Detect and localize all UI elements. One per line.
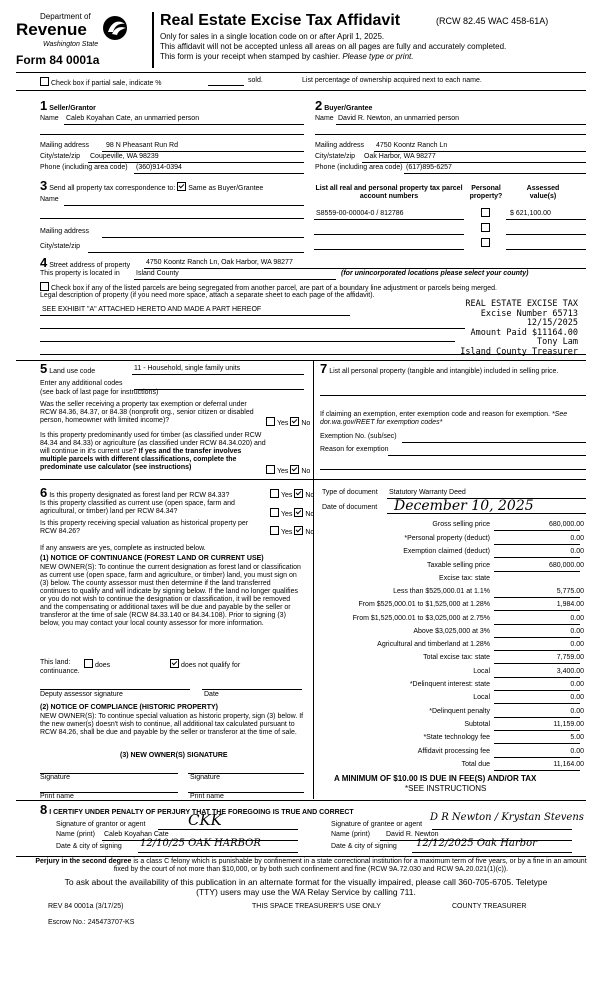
segregated-checkbox[interactable]: [40, 282, 49, 291]
unincorporated-note: (for unincorporated locations please select your county): [341, 270, 529, 277]
dept-line3: Washington State: [43, 41, 99, 48]
does-qualify-checkbox[interactable]: [84, 659, 93, 668]
buyer-mailing[interactable]: 4750 Koontz Ranch Ln: [376, 142, 448, 149]
personal-checkbox-1[interactable]: [481, 208, 490, 217]
tax-label-8: Above $3,025,000 at 3%: [413, 628, 490, 635]
timber-question: Is this property predominantly used for timber (as classified under RCW 84.34 and 84.33) or agriculture (as classified under RCW 84.34.020) and will continue in it's current use? If yes and the transfer involves multiple parcels with different classifications, complete the predominate use calculator (see instructions): [40, 432, 266, 472]
tax-label-1: *Personal property (deduct): [404, 535, 490, 542]
q6a-yes-checkbox[interactable]: [270, 489, 279, 498]
q6a-yes-no: Yes No: [270, 489, 314, 500]
q6c-yes-checkbox[interactable]: [270, 526, 279, 535]
wa-logo-icon: [100, 14, 132, 42]
tax-value-6[interactable]: 1,984.00: [556, 601, 584, 608]
tax-label-13: Local: [473, 694, 490, 701]
tax-label-16: *State technology fee: [423, 734, 490, 741]
header-line3: This form is your receipt when stamped by cashier. Please type or print.: [160, 52, 414, 61]
statute: (RCW 82.45 WAC 458-61A): [436, 16, 549, 26]
tax-label-7: From $1,525,000.01 to $3,025,000 at 2.75%: [352, 615, 490, 622]
grantor-signature[interactable]: CKK: [188, 811, 222, 829]
seller-city[interactable]: Coupeville, WA 98239: [90, 153, 159, 160]
tax-value-14[interactable]: 0.00: [570, 708, 584, 715]
grantee-signature[interactable]: D R Newton / Krystan Stevens: [430, 812, 584, 823]
deputy-signature: Deputy assessor signature: [40, 691, 123, 698]
seller-name[interactable]: Caleb Koyahan Cate, an unmarried person: [66, 115, 200, 122]
tax-value-18[interactable]: 11,164.00: [553, 761, 584, 768]
property-address[interactable]: 4750 Koontz Ranch Ln, Oak Harbor, WA 98277: [146, 259, 293, 266]
q6a-no-checkbox[interactable]: [294, 489, 303, 498]
q1-yes-no: Yes No: [266, 417, 310, 428]
tax-label-11: Local: [473, 668, 490, 675]
form-number: Form 84 0001a: [16, 53, 100, 67]
treasurer-stamp: REAL ESTATE EXCISE TAX Excise Number 65713 12/15/2025 Amount Paid $11164.00 Tony Lam Island County Treasurer: [460, 299, 578, 357]
personal-checkbox-2[interactable]: [481, 223, 490, 232]
tax-value-1[interactable]: 0.00: [570, 535, 584, 542]
notice-compliance-title: (2) NOTICE OF COMPLIANCE (HISTORIC PROPERTY): [40, 704, 218, 711]
tax-value-9[interactable]: 0.00: [570, 641, 584, 648]
tax-value-8[interactable]: 0.00: [570, 628, 584, 635]
minimum-fee-note: A MINIMUM OF $10.00 IS DUE IN FEE(S) AND/OR TAX: [334, 774, 537, 783]
tax-label-2: Exemption claimed (deduct): [403, 548, 490, 555]
tax-label-6: From $525,000.01 to $1,525,000 at 1.28%: [358, 601, 490, 608]
exemption-question: Was the seller receiving a property tax exemption or deferral under RCW 84.36, 84.37, or 84.38 (nonprofit org., senior citizen or disabled person, homeowner with limited income)?: [40, 401, 254, 425]
personal-col-header: Personal property?: [469, 185, 503, 201]
parcel-number[interactable]: S8559-00-00004-0 / 812786: [316, 210, 404, 217]
tax-value-10[interactable]: 7,759.00: [556, 654, 584, 661]
notice-continuance-text: NEW OWNER(S): To continue the current designation as forest land or classification as current use (open space, farm and agriculture, or timber) land, you must sign on (3) below. The county assessor must then determine if the land transferred continues to qualify and will indicate by signing below. If the land no longer qualifies or you do not wish to continue the designation or classification, it will be removed and the compensating or additional taxes will be due and payable by the seller or transferor at the time of sale (RCW 84.33.140 or 84.34.108). Prior to signing (3) below, you may contact your local county assessor for more information.: [40, 564, 301, 628]
header-line2: This affidavit will not be accepted unless all areas on all pages are fully and accurately completed.: [160, 42, 507, 51]
tax-value-2[interactable]: 0.00: [570, 548, 584, 555]
treasurer-use: THIS SPACE TREASURER'S USE ONLY: [252, 903, 381, 910]
correspondence: 3 Send all property tax correspondence to: Same as Buyer/Grantee: [40, 178, 264, 193]
tax-label-10: Total excise tax: state: [423, 654, 490, 661]
tax-label-4: Excise tax: state: [439, 575, 490, 582]
assessed-value[interactable]: $ 621,100.00: [510, 210, 551, 217]
header-line1: Only for sales in a single location code on or after April 1, 2025.: [160, 32, 385, 41]
header-rule: [16, 72, 586, 73]
tax-label-15: Subtotal: [464, 721, 490, 728]
grantee-date-city[interactable]: 12/12/2025 Oak Harbor: [416, 838, 537, 849]
perjury-notice: Perjury in the second degree is a class C felony which is punishable by confinement in a state correctional institution for a maximum term of five years, or by a fine in an amount fixed by the court of not more than $10,000, or by both such confinement and fine (RCW 9A.72.030 and RCW 9A.20.021(1)(c)).: [35, 858, 587, 874]
current-use-question: Is this property classified as current use (open space, farm and agricultural, or timber) land per RCW 84.34?: [40, 500, 235, 516]
form-title: Real Estate Excise Tax Affidavit: [160, 12, 401, 29]
tax-label-12: *Delinquent interest: state: [409, 681, 490, 688]
rev-number: REV 84 0001a (3/17/25): [48, 903, 124, 910]
q6c-yes-no: Yes No: [270, 526, 314, 537]
tax-value-13[interactable]: 0.00: [570, 694, 584, 701]
property-address-row: 4 Street address of property: [40, 255, 131, 270]
certify-row: 8 I CERTIFY UNDER PENALTY OF PERJURY THAT THE FOREGOING IS TRUE AND CORRECT: [40, 802, 354, 817]
legal-description[interactable]: SEE EXHIBIT "A" ATTACHED HERETO AND MADE A PART HEREOF: [42, 306, 262, 313]
historic-question: Is this property receiving special valuation as historical property per RCW 84.26?: [40, 520, 249, 536]
tax-label-3: Taxable selling price: [426, 562, 490, 569]
tax-label-0: Gross selling price: [432, 521, 490, 528]
assessed-col-header: Assessed value(s): [526, 185, 560, 201]
does-not-qualify-checkbox[interactable]: [170, 659, 179, 668]
header-divider: [152, 12, 154, 68]
partial-sale-checkbox[interactable]: [40, 77, 49, 86]
dor-logo: [16, 12, 136, 52]
grantor-date-city[interactable]: 12/10/25 OAK HARBOR: [140, 838, 261, 849]
q2-yes-checkbox[interactable]: [266, 465, 275, 474]
seller-name-label: Name: [40, 115, 59, 122]
q1-yes-checkbox[interactable]: [266, 417, 275, 426]
legal-desc-label: Legal description of property (if you need more space, attach a separate sheet to each page of the affidavit).: [40, 292, 375, 299]
tax-value-12[interactable]: 0.00: [570, 681, 584, 688]
personal-checkbox-3[interactable]: [481, 238, 490, 247]
seller-mailing[interactable]: 98 N Pheasant Run Rd: [106, 142, 178, 149]
land-use-row: 5 Land use code: [40, 361, 96, 376]
county-treasurer: COUNTY TREASURER: [452, 903, 527, 910]
q2-yes-no: Yes No: [266, 465, 310, 476]
seller-heading: 1 Seller/Grantor: [40, 98, 96, 113]
buyer-city[interactable]: Oak Harbor, WA 98277: [364, 153, 436, 160]
tax-value-3[interactable]: 680,000.00: [548, 562, 584, 569]
buyer-name[interactable]: David R. Newton, an unmarried person: [338, 115, 460, 122]
tax-label-9: Agricultural and timberland at 1.28%: [377, 641, 490, 648]
list-percentage: List percentage of ownership acquired next to each name.: [302, 77, 482, 84]
new-owner-signature-title: (3) NEW OWNER(S) SIGNATURE: [120, 752, 228, 759]
personal-property-list: 7 List all personal property (tangible and intangible) included in selling price.: [320, 361, 559, 376]
land-use-code[interactable]: 11 - Household, single family units: [134, 365, 241, 372]
q6b-no-checkbox[interactable]: [294, 508, 303, 517]
notice-compliance-text: NEW OWNER(S): To continue special valuation as historic property, sign (3) below. If the new owner(s) doesn't wish to continue, all additional tax calculated pursuant to RCW 84.26, shall be due and payable by the seller or transferor at the time of sale.: [40, 713, 304, 737]
tax-label-14: *Delinquent penalty: [429, 708, 490, 715]
tax-value-11[interactable]: 3,400.00: [556, 668, 584, 675]
tax-label-18: Total due: [461, 761, 490, 768]
escrow-number: Escrow No.: 245473707-KS: [48, 919, 135, 926]
grantee-print-name[interactable]: David R. Newton: [386, 831, 439, 838]
tax-value-7[interactable]: 0.00: [570, 615, 584, 622]
document-type[interactable]: Statutory Warranty Deed: [389, 489, 466, 496]
q6b-yes-checkbox[interactable]: [270, 508, 279, 517]
tax-value-17[interactable]: 0.00: [570, 748, 584, 755]
parcel-col-header: List all real and personal property tax parcel account numbers: [315, 185, 463, 201]
dept-line1: Department of: [40, 12, 91, 21]
notice-continuance-title: (1) NOTICE OF CONTINUANCE (FOREST LAND OR CURRENT USE): [40, 555, 264, 562]
q2-no-checkbox[interactable]: [290, 465, 299, 474]
q6b-yes-no: Yes No: [270, 508, 314, 519]
same-as-buyer-checkbox[interactable]: [177, 182, 186, 191]
segregated-row: Check box if any of the listed parcels are being segregated from another parcel, are part of a boundary line adjustment or parcels being merged.: [40, 282, 497, 293]
partial-sale: Check box if partial sale, indicate %: [40, 77, 162, 88]
tax-label-5: Less than $525,000.01 at 1.1%: [393, 588, 490, 595]
dept-line2: Revenue: [16, 20, 87, 39]
property-county[interactable]: Island County: [136, 270, 179, 277]
tax-value-5[interactable]: 5,775.00: [556, 588, 584, 595]
document-date[interactable]: December 10, 2025: [394, 498, 534, 514]
forest-question: 6 Is this property designated as forest land per RCW 84.33?: [40, 485, 230, 500]
tax-value-16[interactable]: 5.00: [570, 734, 584, 741]
grantor-print-name[interactable]: Caleb Koyahan Cate: [104, 831, 169, 838]
exemption-claim: If claiming an exemption, enter exemption code and reason for exemption. *See dor.wa.gov/REET for exemption codes*: [320, 411, 568, 427]
buyer-heading: 2 Buyer/Grantee: [315, 98, 373, 113]
seller-phone[interactable]: (360)914-0394: [136, 164, 182, 171]
q1-no-checkbox[interactable]: [290, 417, 299, 426]
q6c-no-checkbox[interactable]: [294, 526, 303, 535]
tax-label-17: Affidavit processing fee: [417, 748, 490, 755]
tax-value-0[interactable]: 680,000.00: [548, 521, 584, 528]
alternate-format-notice: To ask about the availability of this publication in an alternate format for the visually impaired, please call 360-705-6705. Teletype (TTY) users may use the WA Relay Service by calling 711.: [64, 877, 548, 897]
see-instructions: *SEE INSTRUCTIONS: [405, 784, 487, 793]
tax-value-15[interactable]: 11,159.00: [553, 721, 584, 728]
buyer-phone[interactable]: (617)895-6257: [406, 164, 452, 171]
